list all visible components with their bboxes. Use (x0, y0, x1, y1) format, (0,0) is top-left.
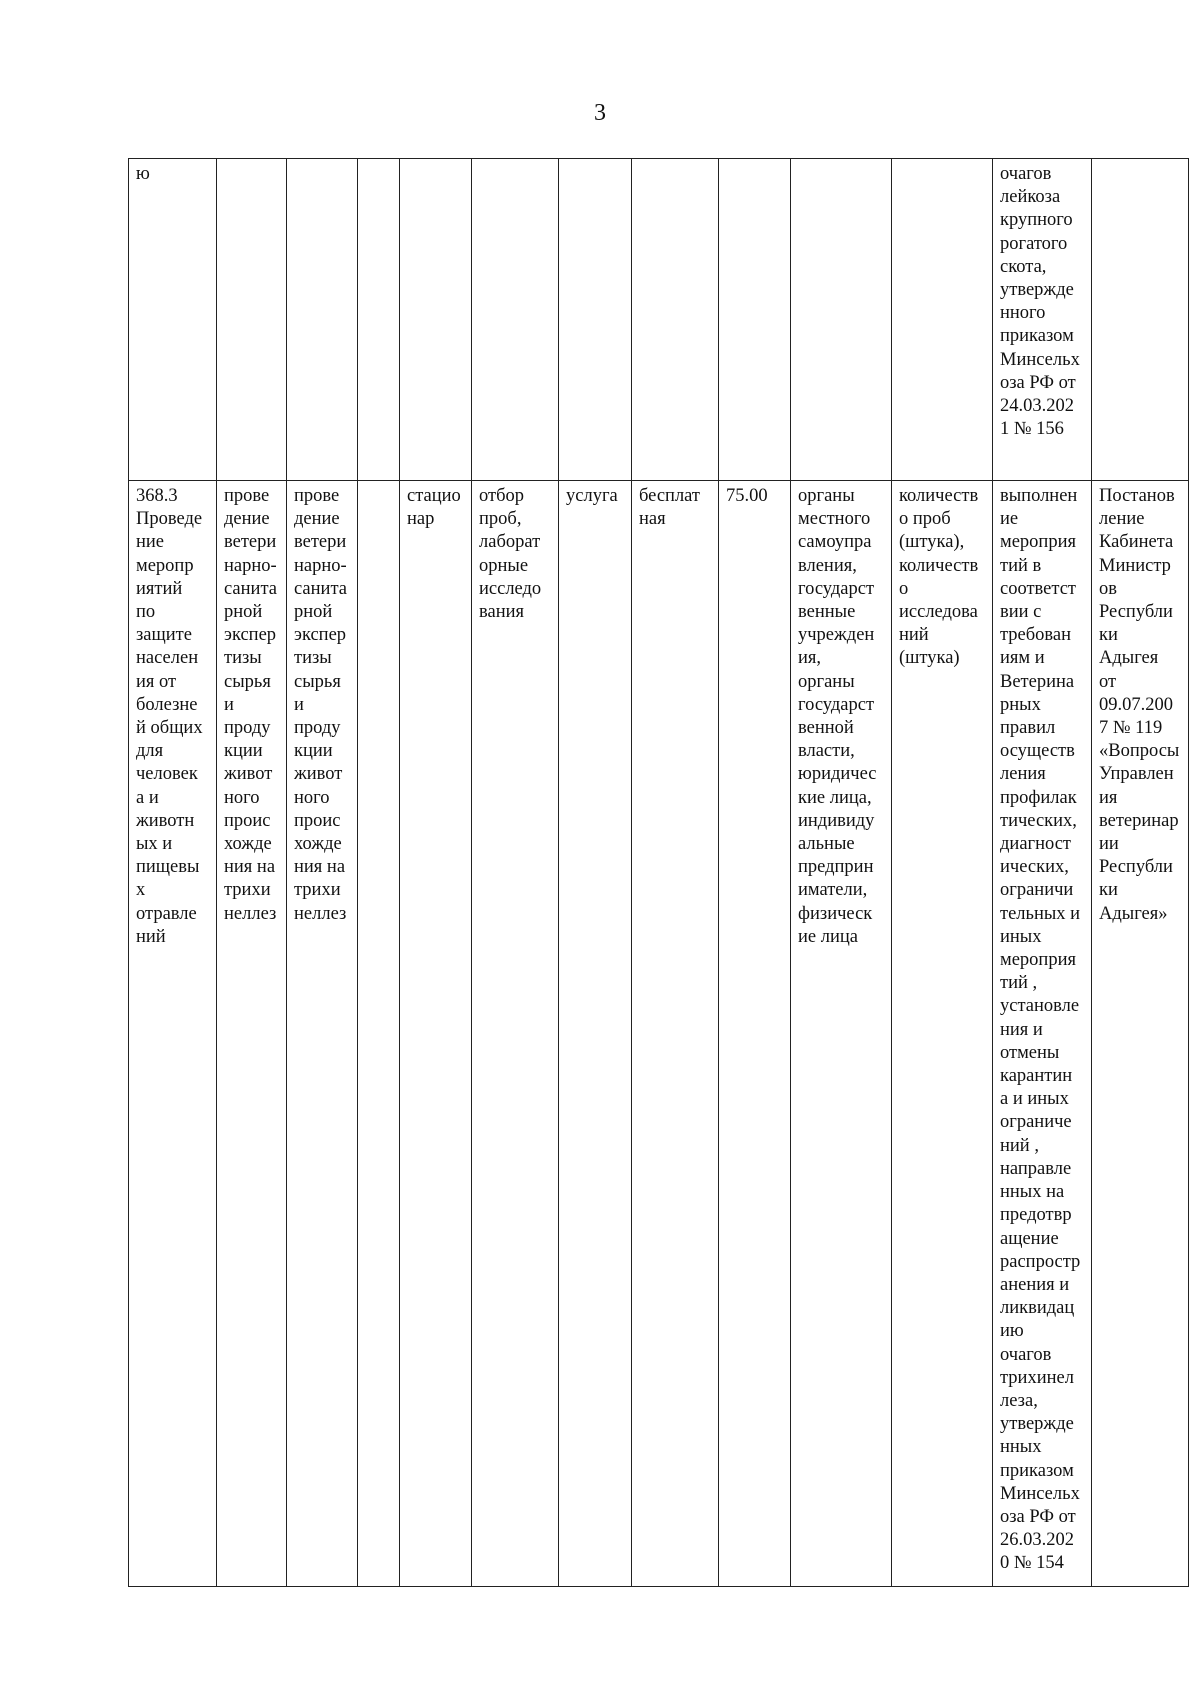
cell-content-2 (287, 159, 358, 481)
cell-type (472, 159, 559, 481)
cell-content-3 (358, 481, 400, 1587)
table-row (129, 481, 1189, 1587)
services-table (128, 158, 1189, 1587)
cell-code (719, 159, 791, 481)
cell-code: 75.00 (719, 481, 791, 1587)
cell-legal-basis (1092, 159, 1189, 481)
cell-quality: очагов лейкоза крупного рогатого скота, утвержде нного приказом Минсельх оза РФ от 24.03.202 1 № 156 (993, 159, 1092, 481)
cell-indicators: количеств о проб (штука), количеств о исследова ний (штука) (892, 481, 993, 1587)
table-row (129, 159, 1189, 481)
cell-consumers: органы местного самоупра вления, государст венные учрежден ия, органы государст венной власти, юридичес кие лица, индивиду альные предприн иматели, физическ ие лица (791, 481, 892, 1587)
cell-quality: выполнен ие мероприя тий в соответст вии с требован иям и Ветерина рных правил осуществ ления профилак тических, диагност ических, ограничи тельных и иных мероприя тий , установле ния и отмены карантин а и иных ограниче ний , направле нных на предотвр ащение распростр анения и ликвидац ию очагов трихинел леза, утвержде нных приказом Минсельх оза РФ от 26.03.202 0 № 154 (993, 481, 1092, 1587)
cell-form (400, 159, 472, 481)
cell-indicators (892, 159, 993, 481)
cell-legal-basis: Постанов ление Кабинета Министр ов Республи ки Адыгея от 09.07.200 7 № 119 «Вопросы Управлен ия ветеринар ии Республи ки Адыгея» (1092, 481, 1189, 1587)
cell-form: стацио нар (400, 481, 472, 1587)
cell-service-name: 368.3 Проведе ние меропр иятий по защите населен ия от болезне й общих для человек а и животн ых и пищевы х отравле ний (129, 481, 217, 1587)
cell-payment (632, 159, 719, 481)
cell-type: отбор проб, лаборат орные исследо вания (472, 481, 559, 1587)
cell-kind (559, 159, 632, 481)
cell-content-1: прове дение ветери нарно- санита рной экспер тизы сырья и проду кции живот ного проис хожде ния на трихи неллез (217, 481, 287, 1587)
cell-payment: бесплат ная (632, 481, 719, 1587)
cell-content-3 (358, 159, 400, 481)
cell-service-name: ю (129, 159, 217, 481)
cell-content-2: прове дение ветери нарно- санита рной экспер тизы сырья и проду кции живот ного проис хожде ния на трихи неллез (287, 481, 358, 1587)
cell-consumers (791, 159, 892, 481)
page-number: 3 (594, 100, 606, 126)
cell-kind: услуга (559, 481, 632, 1587)
cell-content-1 (217, 159, 287, 481)
